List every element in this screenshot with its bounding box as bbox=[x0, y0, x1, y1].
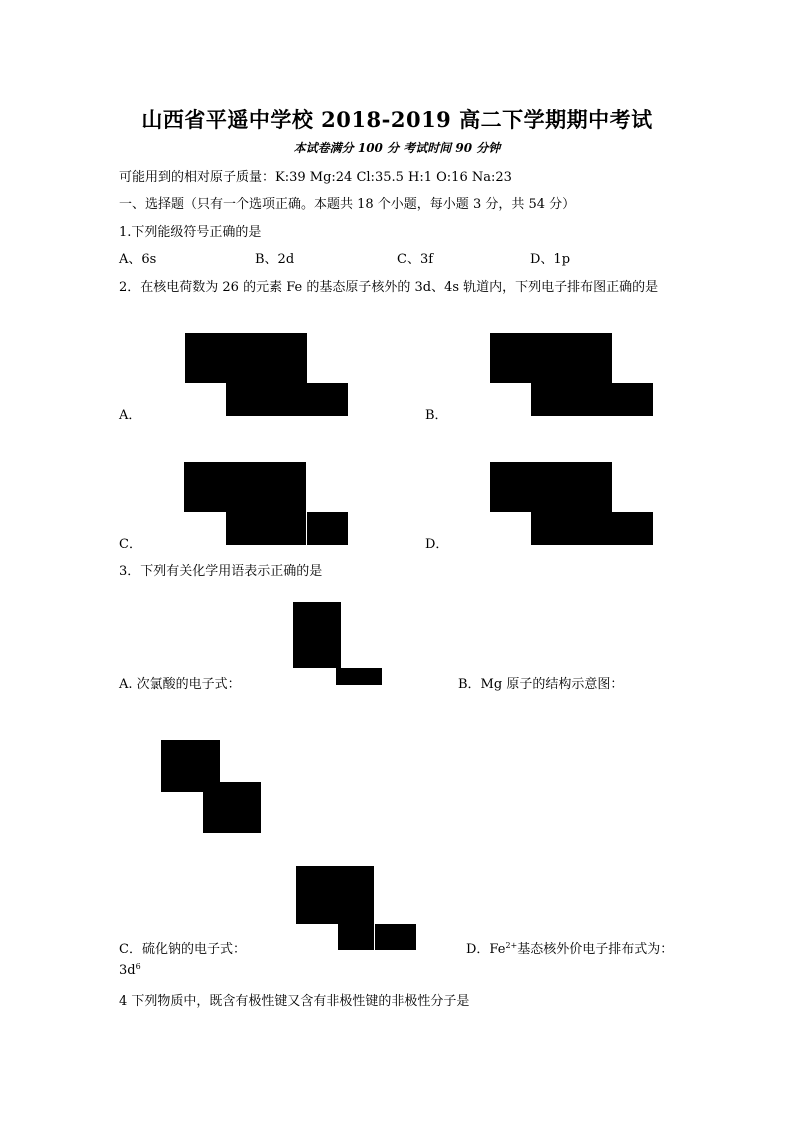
q2-option-a-label: A． bbox=[119, 408, 142, 423]
q2-option-d-label: D． bbox=[425, 537, 449, 552]
q3-option-d-text: D．$Fe^{2+}$基态核外价电子排布式为： bbox=[466, 941, 674, 957]
q1-stem: 1.下列能级符号正确的是 bbox=[119, 225, 262, 240]
exam-subtitle: 本试卷满分 100 分 考试时间 90 分钟 bbox=[293, 141, 501, 155]
q3-option-a-text: A. 次氯酸的电子式： bbox=[119, 677, 241, 692]
atomic-masses: 可能用到的相对原子质量：K:39 Mg:24 Cl:35.5 H:1 O:16 Na:23 bbox=[119, 170, 512, 185]
q1-option-d: D、1p bbox=[530, 252, 571, 267]
q3-option-c-text: C．硫化钠的电子式： bbox=[119, 942, 246, 957]
q1-option-a: A、6s bbox=[119, 252, 157, 267]
q3-option-d-answer: $3d^6$ bbox=[119, 962, 141, 978]
q3-stem: 3．下列有关化学用语表示正确的是 bbox=[119, 564, 323, 579]
q1-option-c: C、3f bbox=[397, 252, 434, 267]
q2-stem: 2．在核电荷数为 26 的元素 Fe 的基态原子核外的 3d、4s 轨道内，下列电子排布图正确的是 bbox=[119, 280, 659, 295]
q2-option-b-label: B． bbox=[425, 408, 448, 423]
section-header: 一、选择题（只有一个选项正确。本题共 18 个小题，每小题 3 分，共 54 分） bbox=[119, 197, 576, 212]
q1-option-b: B、2d bbox=[255, 252, 295, 267]
q4-stem: 4 下列物质中，既含有极性键又含有非极性键的非极性分子是 bbox=[119, 994, 470, 1009]
q3-option-b-text: B．Mg 原子的结构示意图： bbox=[458, 677, 624, 692]
q2-option-c-label: C． bbox=[119, 537, 142, 552]
page-title: 山西省平遥中学校 2018-2019 高二下学期期中考试 bbox=[141, 107, 653, 132]
